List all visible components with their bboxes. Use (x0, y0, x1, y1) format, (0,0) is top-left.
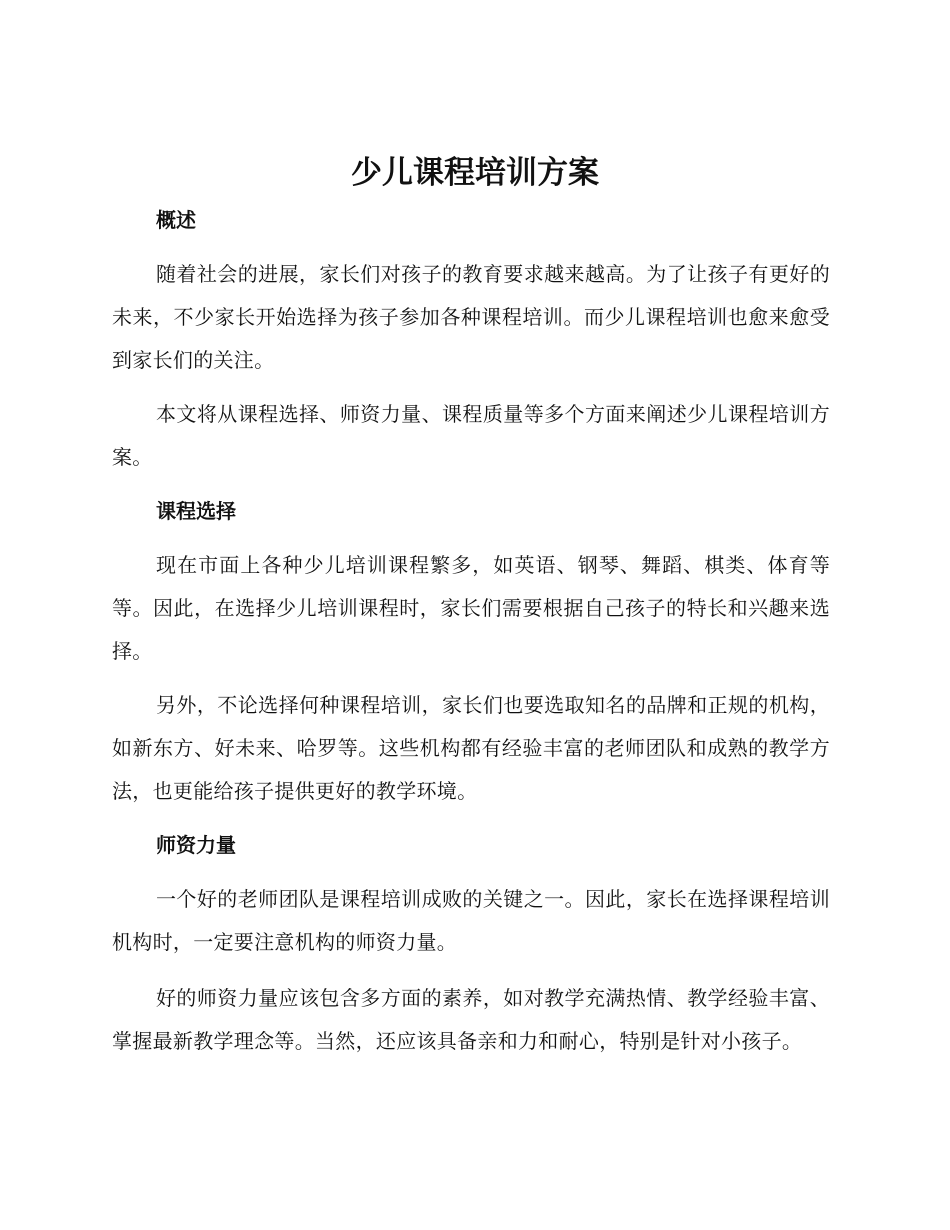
section-heading-overview: 概述 (156, 208, 196, 232)
document-title: 少儿课程培训方案 (351, 155, 599, 191)
section-heading-teaching-staff: 师资力量 (156, 833, 236, 857)
paragraph: 随着社会的进展，家长们对孩子的教育要求越来越高。为了让孩子有更好的未来，不少家长开始选择为孩子参加各种课程培训。而少儿课程培训也愈来愈受到家长们的关注。 (112, 262, 830, 372)
section-heading-course-selection: 课程选择 (156, 499, 236, 523)
paragraph: 现在市面上各种少儿培训课程繁多，如英语、钢琴、舞蹈、棋类、体育等等。因此，在选择少儿培训课程时，家长们需要根据自己孩子的特长和兴趣来选择。 (112, 553, 830, 663)
paragraph: 本文将从课程选择、师资力量、课程质量等多个方面来阐述少儿课程培训方案。 (112, 402, 830, 469)
paragraph: 另外，不论选择何种课程培训，家长们也要选取知名的品牌和正规的机构，如新东方、好未来、哈罗等。这些机构都有经验丰富的老师团队和成熟的教学方法，也更能给孩子提供更好的教学环境。 (112, 693, 830, 803)
paragraph: 好的师资力量应该包含多方面的素养，如对教学充满热情、教学经验丰富、掌握最新教学理念等。当然，还应该具备亲和力和耐心，特别是针对小孩子。 (112, 986, 830, 1053)
paragraph: 一个好的老师团队是课程培训成败的关键之一。因此，家长在选择课程培训机构时，一定要注意机构的师资力量。 (112, 887, 830, 954)
